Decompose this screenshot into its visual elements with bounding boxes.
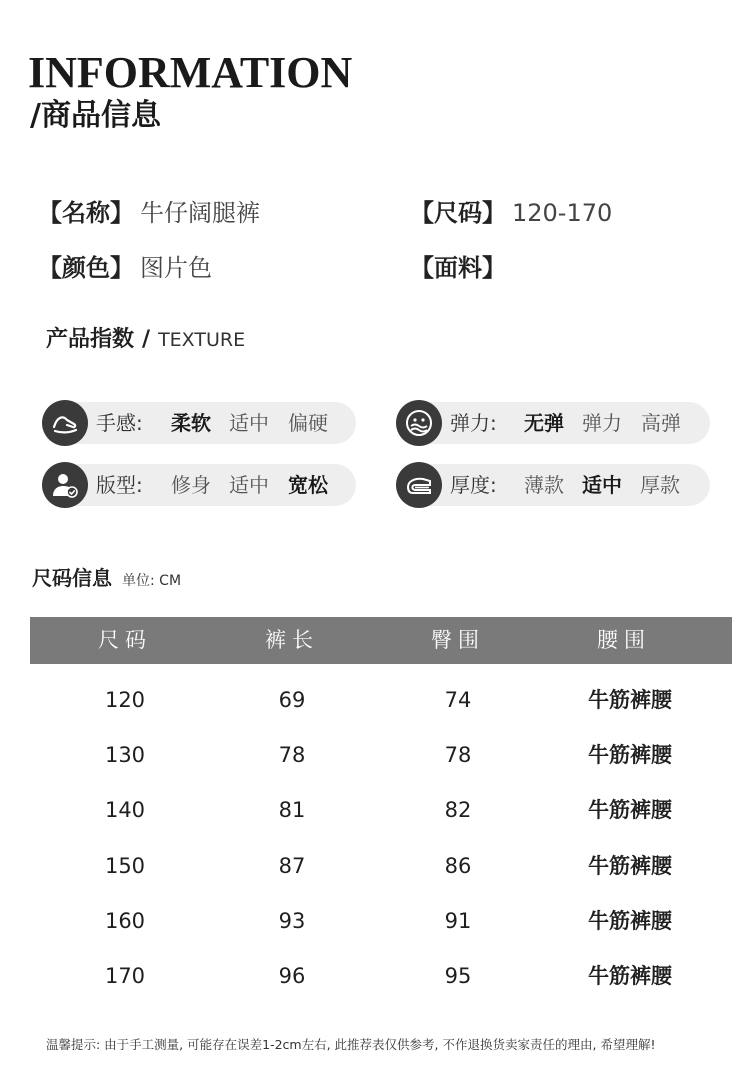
cell-size: 140 xyxy=(104,798,146,822)
header-size: 尺码 xyxy=(98,628,152,652)
elasticity-option-none: 无弹 xyxy=(524,411,564,435)
cell-length: 96 xyxy=(278,964,306,988)
cell-size: 150 xyxy=(104,854,146,878)
thickness-option-medium: 适中 xyxy=(582,473,622,497)
stretch-icon xyxy=(396,400,442,446)
texture-fit xyxy=(44,464,356,506)
header-waist: 腰围 xyxy=(597,628,651,652)
cell-waist: 牛筋裤腰 xyxy=(588,743,672,767)
hand-feel-option-soft: 柔软 xyxy=(171,411,211,435)
info-size-value: 120-170 xyxy=(512,199,613,227)
header-length: 裤长 xyxy=(265,628,319,652)
size-info-title: 尺码信息 xyxy=(32,566,112,590)
fit-option-loose: 宽松 xyxy=(288,473,328,497)
thickness-option-thin: 薄款 xyxy=(524,473,564,497)
hand-feel-option-medium: 适中 xyxy=(229,411,269,435)
hand-feel-option-hard: 偏硬 xyxy=(288,411,328,435)
size-table-header xyxy=(30,617,732,664)
cell-hip: 86 xyxy=(444,854,472,878)
texture-elasticity xyxy=(398,402,710,444)
cell-size: 130 xyxy=(104,743,146,767)
cell-waist: 牛筋裤腰 xyxy=(588,798,672,822)
cell-size: 120 xyxy=(104,688,146,712)
measurement-note: 温馨提示: 由于手工测量, 可能存在误差1-2cm左右, 此推荐表仅供参考, 不作退换货卖家责任的理由, 希望理解! xyxy=(46,1037,656,1052)
cell-waist: 牛筋裤腰 xyxy=(588,854,672,878)
cell-hip: 95 xyxy=(444,964,472,988)
hand-icon xyxy=(42,400,88,446)
cell-size: 160 xyxy=(104,909,146,933)
info-name xyxy=(38,197,260,229)
elasticity-option-stretch: 弹力 xyxy=(582,411,622,435)
cell-waist: 牛筋裤腰 xyxy=(588,688,672,712)
fabric-layers-icon xyxy=(396,462,442,508)
cell-waist: 牛筋裤腰 xyxy=(588,909,672,933)
texture-title-en: TEXTURE xyxy=(158,329,246,351)
elasticity-option-high: 高弹 xyxy=(641,411,681,435)
cell-waist: 牛筋裤腰 xyxy=(588,964,672,988)
fit-label: 版型: xyxy=(96,473,143,497)
info-fabric-key: 【面料】 xyxy=(410,254,506,282)
cell-length: 78 xyxy=(278,743,306,767)
cell-length: 93 xyxy=(278,909,306,933)
texture-separator: / xyxy=(142,327,151,352)
elasticity-label: 弹力: xyxy=(450,411,497,435)
fit-option-slim: 修身 xyxy=(171,473,211,497)
info-color xyxy=(38,252,212,284)
info-size xyxy=(410,197,612,229)
cell-length: 81 xyxy=(278,798,306,822)
title-english: INFORMATION xyxy=(28,48,353,97)
info-size-key: 【尺码】 xyxy=(410,199,506,227)
texture-heading xyxy=(46,324,245,356)
cell-hip: 78 xyxy=(444,743,472,767)
texture-thickness xyxy=(398,464,710,506)
cell-hip: 74 xyxy=(444,688,472,712)
cell-hip: 91 xyxy=(444,909,472,933)
fit-option-regular: 适中 xyxy=(229,473,269,497)
cell-length: 69 xyxy=(278,688,306,712)
texture-title-cn: 产品指数 xyxy=(46,327,135,352)
info-color-key: 【颜色】 xyxy=(38,254,134,282)
info-name-value: 牛仔阔腿裤 xyxy=(140,199,260,227)
size-info-unit: 单位: CM xyxy=(122,573,182,589)
size-info-heading xyxy=(32,563,181,596)
thickness-option-thick: 厚款 xyxy=(640,473,680,497)
cell-hip: 82 xyxy=(444,798,472,822)
person-icon xyxy=(42,462,88,508)
texture-hand-feel xyxy=(44,402,356,444)
cell-length: 87 xyxy=(278,854,306,878)
title-chinese: /商品信息 xyxy=(30,98,161,133)
hand-feel-label: 手感: xyxy=(96,411,143,435)
info-fabric xyxy=(410,252,506,284)
thickness-label: 厚度: xyxy=(450,473,497,497)
info-color-value: 图片色 xyxy=(140,254,212,282)
cell-size: 170 xyxy=(104,964,146,988)
header-hip: 臀围 xyxy=(431,628,485,652)
info-name-key: 【名称】 xyxy=(38,199,134,227)
